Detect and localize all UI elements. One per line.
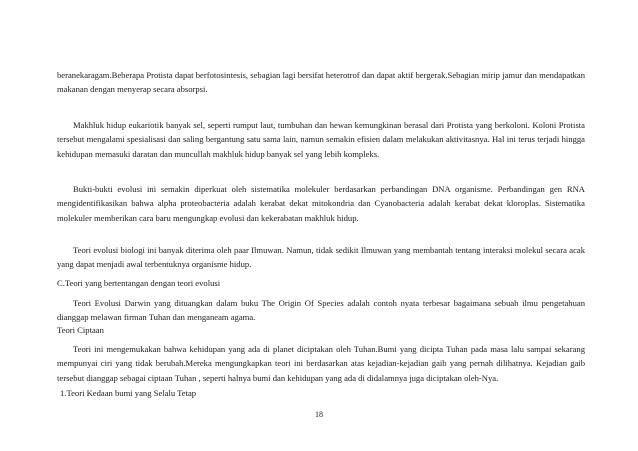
- page-number: 18: [315, 410, 323, 419]
- paragraph-teori-ciptaan: Teori ini mengemukakan bahwa kehidupan yang ada di planet diciptakan oleh Tuhan.Bumi yang dicipta Tuhan pada masa lalu sampai sekarang mempunyai ciri yang tidak berubah.Mereka mengungkapkan teori ini berdasarkan atas kejadian-kejadian gaib yang pernah dilihatnya. Kejadian gaib tersebut dianggap sebagai ciptaan Tuhan , seperti halnya bumi dan kehidupan yang ada di didalamnya juga diciptakan oleh-Nya.: [57, 344, 585, 383]
- paragraph-bukti-evolusi: Bukti-bukti evolusi ini semakin diperkuat oleh sistematika molekuler berdasarkan perbandingan DNA organisme. Perbandingan gen RNA mengidentifikasikan bahwa alpha proteobacteria adalah kerabat dekat mitokondria dan Cyanobacteria adalah kerabat dekat kloroplas. Sistematika molekuler memberikan cara baru mengungkap evolusi dan kekerabatan makhluk hidup.: [57, 184, 585, 223]
- section-heading-c: C.Teori yang bertentangan dengan teori evolusi: [57, 278, 221, 288]
- subheading-teori-ciptaan: Teori Ciptaan: [57, 325, 104, 335]
- paragraph-darwin: Teori Evolusi Darwin yang dituangkan dalam buku The Origin Of Species adalah contoh nyata terbesar bagaimana sebuah ilmu pengetahuan dianggap melawan firman Tuhan dan menganeam agama.: [57, 298, 585, 323]
- paragraph-teori-evolusi-biologi: Teori evolusi biologi ini banyak diterima oleh paar Ilmuwan. Namun, tidak sedikit Ilmuwan yang membantah tentang interaksi molekul secara acak yang dapat menjadi awal terbentuknya organisme hidup.: [57, 245, 585, 270]
- subheading-teori-kedaan-bumi: 1.Teori Kedaan bumi yang Selalu Tetap: [60, 388, 197, 398]
- paragraph-protista: beranekaragam.Beberapa Protista dapat berfotosintesis, sebagian lagi bersifat heterotrof dan dapat aktif bergerak.Sebagian mirip jamur dan mendapatkan makanan dengan menyerap secara absorpsi.: [57, 70, 585, 95]
- paragraph-eukariotik: Makhluk hidup eukariotik banyak sel, seperti rumput laut, tumbuhan dan hewan kemungkinan berasal dari Protista yang berkoloni. Koloni Protista tersebut mengalami spesialisasi dan saling bergantung satu sama lain, namun semakin efisien dalam melakukan aktivitasnya. Hal ini terus terjadi hingga kehidupan memasuki daratan dan muncullah makhluk hidup banyak sel yang lebih kompleks.: [57, 120, 585, 159]
